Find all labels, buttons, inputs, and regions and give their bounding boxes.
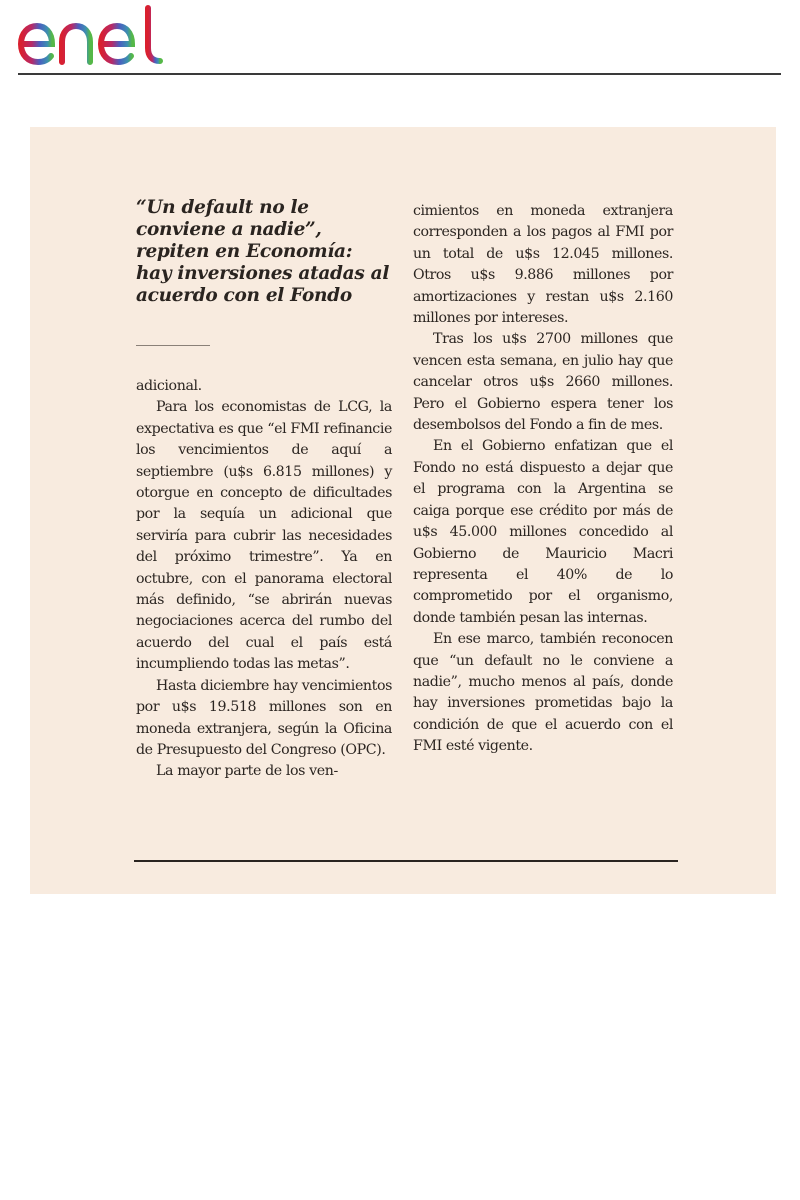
- article-column-right: [413, 201, 673, 758]
- article-end-rule: [134, 860, 678, 862]
- header-divider: [18, 73, 781, 75]
- newspaper-clipping: [30, 127, 776, 894]
- article-column-left: [136, 197, 392, 783]
- article-headline: “Un default no le conviene a nadie”, repiten en Economía: hay inversiones atadas al acuerdo con el Fondo: [136, 197, 390, 306]
- article-paragraph: En el Gobierno enfatizan que el Fondo no está dispuesto a dejar que el programa con la Argentina se caiga porque ese crédito por más de u$s 45.000 millones concedido al Gobierno de Mauricio Macri representa el 40% de lo comprometido por el organismo, donde también pesan las internas.: [413, 438, 673, 626]
- article-paragraph: cimientos en moneda extranjera corresponden a los pagos al FMI por un total de u$s 12.045 millones. Otros u$s 9.886 millones por amortizaciones y restan u$s 2.160 millones por intereses.: [413, 203, 673, 327]
- article-paragraph: adicional.: [136, 378, 202, 394]
- enel-logo: [18, 4, 180, 68]
- article-paragraph: Para los economistas de LCG, la expectativa es que “el FMI refinancie los vencimientos de aquí a septiembre (u$s 6.815 millones) y otorgue en concepto de dificultades por la sequía un adicional que serviría para cubrir las necesidades del próximo trimestre”. Ya en octubre, con el panorama electoral más definido, “se abrirán nuevas negociaciones acerca del rumbo del acuerdo del cual el país está incumpliendo todas las metas”.: [136, 399, 392, 673]
- article-paragraph: La mayor parte de los ven-: [156, 763, 338, 780]
- headline-divider: [136, 345, 210, 346]
- article-paragraph: Hasta diciembre hay vencimientos por u$s 19.518 millones son en moneda extranjera, según la Oficina de Presupuesto del Congreso (OPC).: [136, 677, 392, 758]
- article-paragraph: En ese marco, también reconocen que “un default no le conviene a nadie”, mucho menos al país, donde hay inversiones prometidas bajo la condición de que el acuerdo con el FMI esté vigente.: [413, 631, 673, 755]
- article-paragraph: Tras los u$s 2700 millones que vencen esta semana, en julio hay que cancelar otros u$s 2660 millones. Pero el Gobierno espera tener los desembolsos del Fondo a fin de mes.: [413, 331, 673, 434]
- enel-logo-mark: [18, 4, 180, 68]
